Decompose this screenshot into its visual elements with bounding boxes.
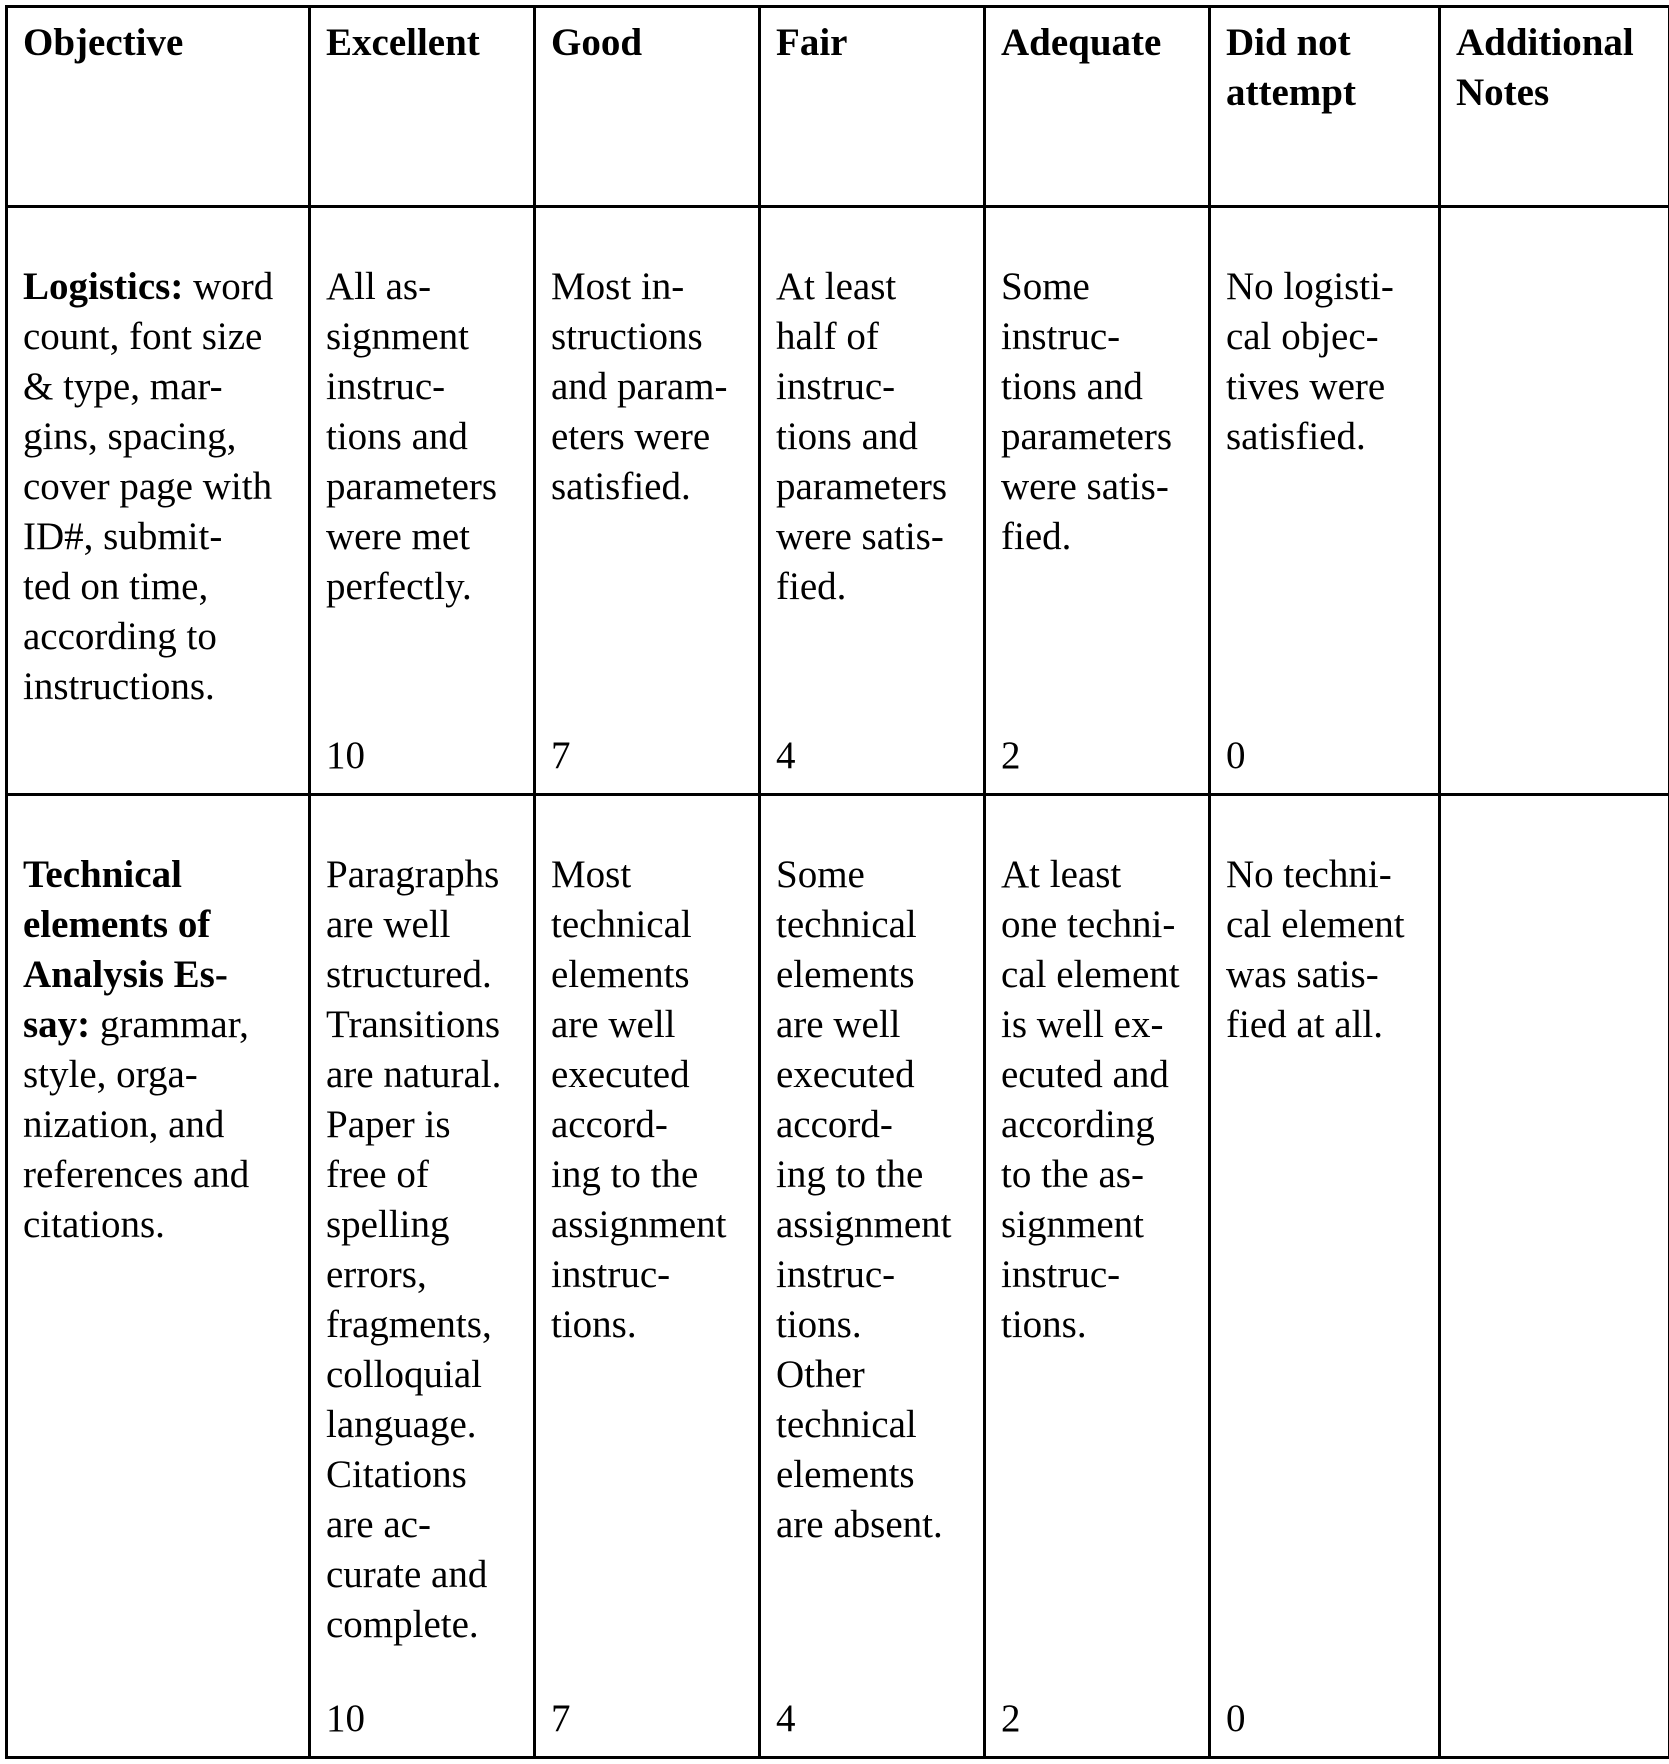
adequate-description: Some instruc- tions and parameters were satis- fied.: [1001, 265, 1173, 558]
objective-text: [23, 262, 294, 712]
excellent-cell: [310, 795, 535, 1758]
adequate-cell: [985, 795, 1210, 1758]
header-good: Good: [551, 21, 643, 64]
fair-description: Some technical elements are well executed accord- ing to the assignment instruc- tions. Other technical elements are absent.: [776, 853, 952, 1546]
excellent-description: Paragraphs are well structured. Transitions are natural. Paper is free of spelling errors, fragments, colloquial language. Citations are ac- curate and complete.: [326, 853, 502, 1646]
header-objective: Objective: [23, 21, 184, 64]
objective-cell: [7, 207, 310, 795]
good-score: 7: [551, 734, 571, 777]
header-cell-good: [535, 7, 760, 207]
objective-title: Technical elements of Analysis Es- say:: [23, 853, 228, 1046]
did-not-attempt-cell: [1210, 207, 1440, 795]
did-not-attempt-description: No techni- cal element was satis- fied at all.: [1226, 853, 1405, 1046]
rubric-row-technical: [7, 795, 1669, 1758]
did-not-attempt-description: No logisti- cal objec- tives were satisfied.: [1226, 265, 1394, 458]
good-cell: [535, 795, 760, 1758]
fair-description: At least half of instruc- tions and parameters were satis- fied.: [776, 265, 948, 608]
rubric-table: [5, 5, 1669, 1759]
excellent-score: 10: [326, 1697, 365, 1740]
adequate-score: 2: [1001, 1697, 1021, 1740]
header-cell-objective: [7, 7, 310, 207]
additional-notes-cell[interactable]: [1440, 207, 1669, 795]
adequate-cell: [985, 207, 1210, 795]
header-excellent: Excellent: [326, 21, 480, 64]
header-cell-adequate: [985, 7, 1210, 207]
adequate-score: 2: [1001, 734, 1021, 777]
fair-score: 4: [776, 1697, 796, 1740]
good-cell: [535, 207, 760, 795]
did-not-attempt-score: 0: [1226, 734, 1246, 777]
header-row: [7, 7, 1669, 207]
adequate-description: At least one techni- cal element is well ex- ecuted and according to the as- signment instruc- tions.: [1001, 853, 1180, 1346]
header-adequate: Adequate: [1001, 21, 1162, 64]
objective-description: grammar, style, orga- nization, and references and citations.: [23, 1003, 250, 1246]
objective-description: word count, font size & type, mar- gins, spacing, cover page with ID#, submit- ted on time, according to instructions.: [23, 265, 274, 708]
header-cell-fair: [760, 7, 985, 207]
fair-cell: [760, 795, 985, 1758]
did-not-attempt-score: 0: [1226, 1697, 1246, 1740]
good-description: Most technical elements are well executed accord- ing to the assignment instruc- tions.: [551, 853, 727, 1346]
header-cell-additional-notes: [1440, 7, 1669, 207]
header-fair: Fair: [776, 21, 848, 64]
header-additional-notes: Additional Notes: [1456, 21, 1634, 114]
did-not-attempt-cell: [1210, 795, 1440, 1758]
header-cell-did-not-attempt: [1210, 7, 1440, 207]
fair-cell: [760, 207, 985, 795]
additional-notes-cell[interactable]: [1440, 795, 1669, 1758]
excellent-description: All as- signment instruc- tions and parameters were met perfectly.: [326, 265, 498, 608]
objective-text: [23, 850, 294, 1250]
header-cell-excellent: [310, 7, 535, 207]
good-score: 7: [551, 1697, 571, 1740]
objective-cell: [7, 795, 310, 1758]
rubric-row-logistics: [7, 207, 1669, 795]
good-description: Most in- structions and param- eters were satisfied.: [551, 265, 728, 508]
excellent-cell: [310, 207, 535, 795]
fair-score: 4: [776, 734, 796, 777]
objective-title: Logistics:: [23, 265, 184, 308]
header-did-not-attempt: Did not attempt: [1226, 21, 1356, 114]
excellent-score: 10: [326, 734, 365, 777]
